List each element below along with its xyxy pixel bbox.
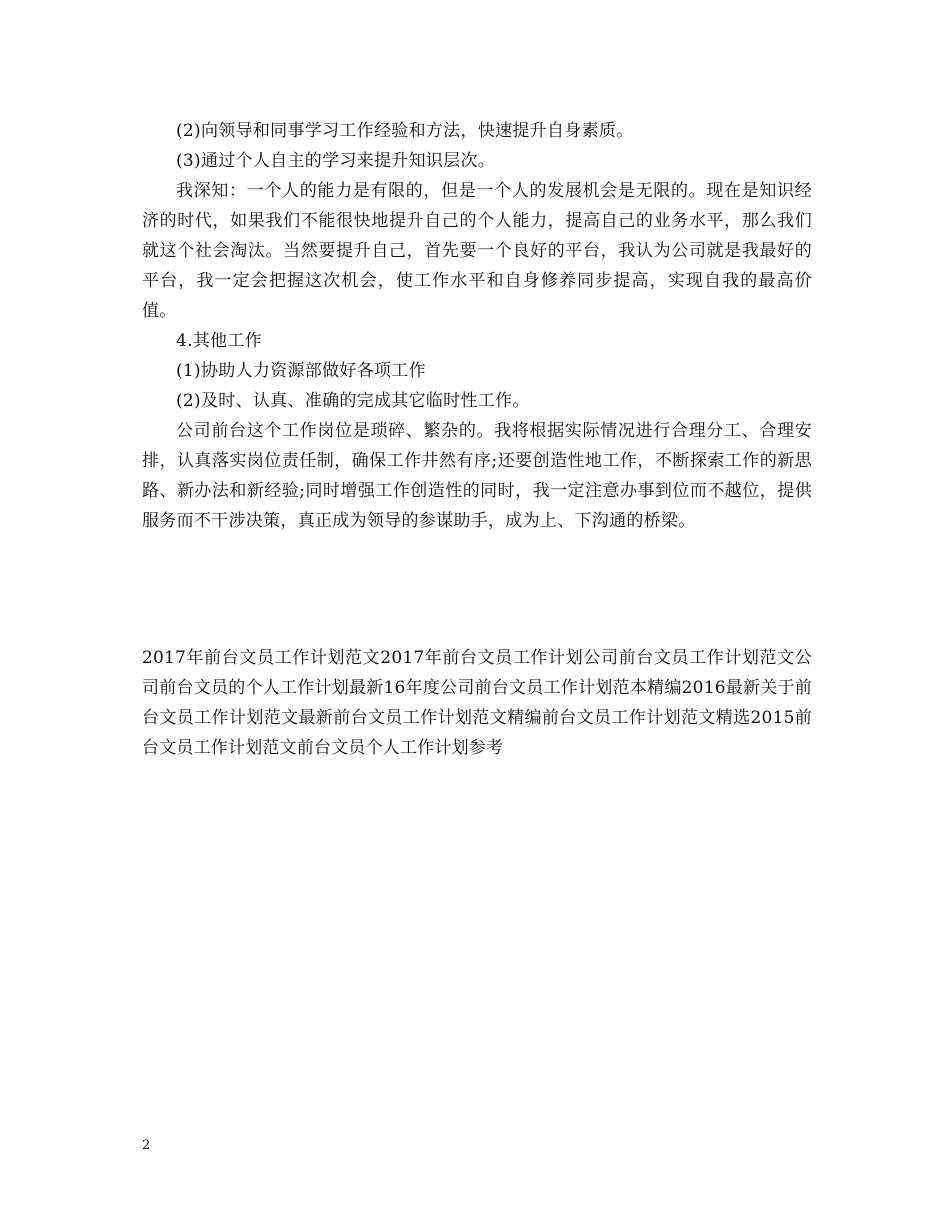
page-number: 2: [142, 1138, 151, 1153]
paragraph-self-awareness: 我深知：一个人的能力是有限的，但是一个人的发展机会是无限的。现在是知识经济的时代，如果我们不能很快地提升自己的个人能力，提高自己的业务水平，那么我们就这个社会淘汰。当然要提升自己，首先要一个良好的平台，我认为公司就是我最好的平台，我一定会把握这次机会，使工作水平和自身修养同步提高，实现自我的最高价值。: [142, 181, 812, 321]
paragraph-learn-from-colleagues: (2)向领导和同事学习工作经验和方法，快速提升自身素质。: [176, 121, 634, 141]
section-heading-other-work: 4.其他工作: [176, 331, 263, 351]
paragraph-assist-hr: (1)协助人力资源部做好各项工作: [176, 361, 426, 381]
paragraph-temporary-tasks: (2)及时、认真、准确的完成其它临时性工作。: [176, 391, 530, 411]
body-text: [142, 116, 812, 536]
related-articles-links: 2017年前台文员工作计划范文2017年前台文员工作计划公司前台文员工作计划范文公司前台文员的个人工作计划最新16年度公司前台文员工作计划范本精编2016最新关于前台文员工作计划范文最新前台文员工作计划范文精编前台文员工作计划范文精选2015前台文员工作计划范文前台文员个人工作计划参考: [142, 648, 812, 758]
paragraph-front-desk-role: 公司前台这个工作岗位是琐碎、繁杂的。我将根据实际情况进行合理分工、合理安排，认真落实岗位责任制，确保工作井然有序;还要创造性地工作，不断探索工作的新思路、新办法和新经验;同时增强工作创造性的同时，我一定注意办事到位而不越位，提供服务而不干涉决策，真正成为领导的参谋助手，成为上、下沟通的桥梁。: [142, 421, 812, 531]
paragraph-self-study: (3)通过个人自主的学习来提升知识层次。: [176, 151, 496, 171]
